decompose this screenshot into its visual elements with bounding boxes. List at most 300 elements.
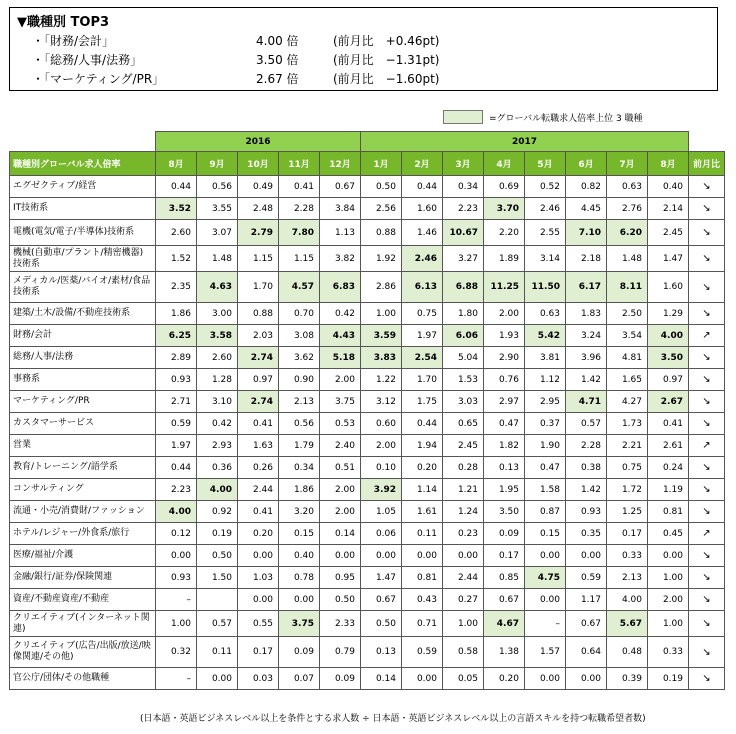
year-2016: 2016: [156, 132, 361, 152]
month-header: 6月: [566, 152, 607, 176]
value-cell: 1.70: [402, 369, 443, 391]
value-cell: 0.40: [648, 176, 689, 198]
value-cell: 0.50: [361, 611, 402, 637]
top3-item-value: 4.00 倍: [256, 34, 299, 48]
category-cell: IT技術系: [10, 198, 156, 220]
value-cell: 2.28: [279, 198, 320, 220]
value-cell: 2.71: [156, 391, 197, 413]
category-cell: コンサルティング: [10, 479, 156, 501]
table-row: [10, 567, 725, 589]
category-cell: 電機(電気/電子/半導体)技術系: [10, 220, 156, 246]
value-cell: 2.74: [238, 391, 279, 413]
value-cell: 0.13: [484, 457, 525, 479]
category-cell: 総務/人事/法務: [10, 347, 156, 369]
value-cell: 1.75: [402, 391, 443, 413]
value-cell: 0.00: [525, 545, 566, 567]
value-cell: 0.17: [484, 545, 525, 567]
value-cell: 0.00: [566, 545, 607, 567]
value-cell: 1.72: [607, 479, 648, 501]
trend-arrow-icon: ↘: [689, 457, 725, 479]
value-cell: 3.07: [197, 220, 238, 246]
value-cell: 2.50: [607, 303, 648, 325]
value-cell: 2.00: [320, 479, 361, 501]
value-cell: 1.89: [484, 246, 525, 272]
value-cell: 0.44: [156, 176, 197, 198]
value-cell: 0.87: [525, 501, 566, 523]
value-cell: 0.00: [648, 545, 689, 567]
value-cell: 0.33: [607, 545, 648, 567]
value-cell: 0.09: [320, 668, 361, 690]
value-cell: 1.58: [525, 479, 566, 501]
value-cell: 0.59: [156, 413, 197, 435]
value-cell: 1.17: [566, 589, 607, 611]
category-cell: クリエイティブ(広告/出版/放送/映像関連/その他): [10, 637, 156, 668]
value-cell: 3.54: [607, 325, 648, 347]
value-cell: 2.00: [320, 369, 361, 391]
value-cell: 4.00: [197, 479, 238, 501]
value-cell: 3.58: [197, 325, 238, 347]
value-cell: 0.97: [648, 369, 689, 391]
value-cell: 0.36: [197, 457, 238, 479]
top3-item: [32, 51, 712, 69]
table-row: [10, 413, 725, 435]
value-cell: 0.34: [443, 176, 484, 198]
value-cell: 0.47: [525, 457, 566, 479]
value-cell: 2.86: [361, 272, 402, 303]
value-cell: 0.00: [197, 668, 238, 690]
value-cell: 1.94: [402, 435, 443, 457]
table-row: [10, 176, 725, 198]
value-cell: 0.70: [279, 303, 320, 325]
year-2017: 2017: [361, 132, 689, 152]
value-cell: 1.52: [156, 246, 197, 272]
value-cell: 0.50: [320, 589, 361, 611]
table-row: [10, 325, 725, 347]
value-cell: 2.61: [648, 435, 689, 457]
value-cell: 1.97: [156, 435, 197, 457]
value-cell: 0.97: [238, 369, 279, 391]
value-cell: 0.85: [484, 567, 525, 589]
trend-arrow-icon: ↘: [689, 589, 725, 611]
value-cell: 0.15: [525, 523, 566, 545]
category-cell: エグゼクティブ/経営: [10, 176, 156, 198]
category-cell: 資産/不動産資産/不動産: [10, 589, 156, 611]
value-cell: 0.44: [402, 413, 443, 435]
value-cell: 0.00: [566, 668, 607, 690]
value-cell: –: [156, 668, 197, 690]
value-cell: 1.48: [197, 246, 238, 272]
value-cell: 3.10: [197, 391, 238, 413]
category-cell: 官公庁/団体/その他職種: [10, 668, 156, 690]
month-header: 8月: [156, 152, 197, 176]
value-cell: 6.25: [156, 325, 197, 347]
value-cell: 3.82: [320, 246, 361, 272]
value-cell: 2.13: [607, 567, 648, 589]
category-cell: 営業: [10, 435, 156, 457]
legend-text: =グローバル転職求人倍率上位 3 職種: [489, 114, 643, 124]
value-cell: 1.05: [361, 501, 402, 523]
value-cell: 6.13: [402, 272, 443, 303]
trend-arrow-icon: ↗: [689, 325, 725, 347]
table-row: [10, 435, 725, 457]
value-cell: 1.38: [484, 637, 525, 668]
value-cell: 1.13: [320, 220, 361, 246]
value-cell: 4.67: [484, 611, 525, 637]
value-cell: 2.18: [566, 246, 607, 272]
trend-arrow-icon: ↘: [689, 637, 725, 668]
value-cell: 0.11: [402, 523, 443, 545]
month-header: 4月: [484, 152, 525, 176]
value-cell: 1.00: [648, 567, 689, 589]
value-cell: 3.08: [279, 325, 320, 347]
value-cell: 1.97: [402, 325, 443, 347]
value-cell: 4.45: [566, 198, 607, 220]
table-row: [10, 391, 725, 413]
value-cell: –: [156, 589, 197, 611]
year-header-row: [10, 132, 725, 152]
value-cell: 2.03: [238, 325, 279, 347]
trend-arrow-icon: ↘: [689, 501, 725, 523]
value-cell: 2.46: [525, 198, 566, 220]
value-cell: 1.86: [279, 479, 320, 501]
value-cell: 0.88: [361, 220, 402, 246]
value-cell: 1.53: [443, 369, 484, 391]
value-cell: 1.28: [197, 369, 238, 391]
value-cell: 0.00: [156, 545, 197, 567]
top3-item: [32, 70, 712, 88]
top3-item-label: ・「総務/人事/法務」: [32, 53, 143, 67]
value-cell: 4.27: [607, 391, 648, 413]
value-cell: 0.06: [361, 523, 402, 545]
value-cell: 0.11: [197, 637, 238, 668]
value-cell: 0.09: [279, 637, 320, 668]
value-cell: 0.88: [238, 303, 279, 325]
table-row: [10, 637, 725, 668]
value-cell: 1.63: [238, 435, 279, 457]
value-cell: 1.60: [402, 198, 443, 220]
value-cell: 0.69: [484, 176, 525, 198]
value-cell: 2.54: [402, 347, 443, 369]
value-cell: 1.46: [402, 220, 443, 246]
value-cell: 1.03: [238, 567, 279, 589]
month-header: 7月: [607, 152, 648, 176]
value-cell: 0.00: [238, 545, 279, 567]
value-cell: 2.55: [525, 220, 566, 246]
value-cell: 0.44: [156, 457, 197, 479]
value-cell: 0.93: [156, 567, 197, 589]
value-cell: 7.10: [566, 220, 607, 246]
trend-arrow-icon: ↘: [689, 272, 725, 303]
value-cell: 0.44: [402, 176, 443, 198]
value-cell: 0.14: [320, 523, 361, 545]
value-cell: 0.00: [361, 545, 402, 567]
month-header: 8月: [648, 152, 689, 176]
value-cell: 6.88: [443, 272, 484, 303]
value-cell: 4.63: [197, 272, 238, 303]
value-cell: 0.32: [156, 637, 197, 668]
footnote: (日本語・英語ビジネスレベル以上を条件とする求人数 ÷ 日本語・英語ビジネスレベル以上の言語スキルを持つ転職希望者数): [140, 714, 646, 724]
value-cell: 11.25: [484, 272, 525, 303]
value-cell: 2.00: [361, 435, 402, 457]
value-cell: 1.19: [648, 479, 689, 501]
value-cell: 0.19: [197, 523, 238, 545]
category-cell: ホテル/レジャー/外食系/旅行: [10, 523, 156, 545]
value-cell: 3.96: [566, 347, 607, 369]
value-cell: 1.92: [361, 246, 402, 272]
category-cell: メディカル/医薬/バイオ/素材/食品技術系: [10, 272, 156, 303]
value-cell: 4.75: [525, 567, 566, 589]
value-cell: 4.00: [648, 325, 689, 347]
value-cell: 2.48: [238, 198, 279, 220]
value-cell: 0.00: [320, 545, 361, 567]
category-cell: 金融/銀行/証券/保険関連: [10, 567, 156, 589]
value-cell: 2.13: [279, 391, 320, 413]
value-cell: 2.23: [156, 479, 197, 501]
top3-item-value: 2.67 倍: [256, 72, 299, 86]
value-cell: 3.20: [279, 501, 320, 523]
value-cell: 2.93: [197, 435, 238, 457]
value-cell: 3.83: [361, 347, 402, 369]
value-cell: 1.14: [402, 479, 443, 501]
top3-item-compare: (前月比 +0.46pt): [333, 34, 440, 48]
value-cell: 0.81: [648, 501, 689, 523]
value-cell: 0.34: [279, 457, 320, 479]
value-cell: 2.97: [484, 391, 525, 413]
value-cell: 0.63: [607, 176, 648, 198]
value-cell: 0.52: [525, 176, 566, 198]
value-cell: 0.93: [566, 501, 607, 523]
trend-arrow-icon: ↗: [689, 435, 725, 457]
value-cell: 2.67: [648, 391, 689, 413]
value-cell: 0.75: [402, 303, 443, 325]
value-cell: 3.84: [320, 198, 361, 220]
value-cell: 0.39: [607, 668, 648, 690]
month-header-row: [10, 152, 725, 176]
value-cell: 3.12: [361, 391, 402, 413]
value-cell: 1.15: [238, 246, 279, 272]
value-cell: 0.00: [525, 668, 566, 690]
value-cell: 0.00: [525, 589, 566, 611]
value-cell: 3.50: [484, 501, 525, 523]
value-cell: 4.81: [607, 347, 648, 369]
value-cell: 2.33: [320, 611, 361, 637]
value-cell: 3.81: [525, 347, 566, 369]
value-cell: 0.10: [361, 457, 402, 479]
value-cell: 2.20: [484, 220, 525, 246]
top3-item-value: 3.50 倍: [256, 53, 299, 67]
value-cell: 1.00: [648, 611, 689, 637]
value-cell: 0.15: [279, 523, 320, 545]
value-cell: 2.23: [443, 198, 484, 220]
value-cell: 1.29: [648, 303, 689, 325]
category-header: 職種別グローバル求人倍率: [10, 152, 156, 176]
ratio-table: [9, 131, 725, 690]
value-cell: 0.17: [238, 637, 279, 668]
table-row: [10, 611, 725, 637]
value-cell: 7.80: [279, 220, 320, 246]
category-cell: 医療/福祉/介護: [10, 545, 156, 567]
value-cell: 0.51: [320, 457, 361, 479]
table-row: [10, 545, 725, 567]
value-cell: 1.60: [648, 272, 689, 303]
table-row: [10, 457, 725, 479]
value-cell: 0.00: [402, 668, 443, 690]
value-cell: 2.74: [238, 347, 279, 369]
value-cell: 2.45: [443, 435, 484, 457]
value-cell: 0.41: [238, 413, 279, 435]
value-cell: 0.00: [443, 545, 484, 567]
category-cell: 教育/トレーニング/語学系: [10, 457, 156, 479]
value-cell: 0.07: [279, 668, 320, 690]
top3-item: [32, 32, 712, 50]
value-cell: 0.42: [197, 413, 238, 435]
trend-arrow-icon: ↗: [689, 523, 725, 545]
value-cell: 0.41: [279, 176, 320, 198]
value-cell: 0.53: [320, 413, 361, 435]
value-cell: 0.38: [566, 457, 607, 479]
value-cell: 0.13: [361, 637, 402, 668]
value-cell: 3.27: [443, 246, 484, 272]
value-cell: 0.09: [484, 523, 525, 545]
value-cell: 8.11: [607, 272, 648, 303]
change-header: 前月比: [689, 152, 725, 176]
value-cell: 0.50: [197, 545, 238, 567]
value-cell: 4.00: [156, 501, 197, 523]
value-cell: 0.56: [197, 176, 238, 198]
value-cell: 2.00: [484, 303, 525, 325]
value-cell: 4.43: [320, 325, 361, 347]
value-cell: 2.89: [156, 347, 197, 369]
value-cell: 2.28: [566, 435, 607, 457]
value-cell: 0.33: [648, 637, 689, 668]
table-row: [10, 501, 725, 523]
value-cell: 0.26: [238, 457, 279, 479]
value-cell: 2.21: [607, 435, 648, 457]
value-cell: 1.00: [361, 303, 402, 325]
value-cell: 2.44: [238, 479, 279, 501]
top3-box: [9, 7, 718, 91]
value-cell: 2.95: [525, 391, 566, 413]
blank-cell: [10, 132, 156, 152]
value-cell: 1.93: [484, 325, 525, 347]
value-cell: 1.86: [156, 303, 197, 325]
value-cell: 3.50: [648, 347, 689, 369]
top3-item-compare: (前月比 −1.60pt): [333, 72, 440, 86]
value-cell: 0.57: [566, 413, 607, 435]
value-cell: 0.00: [279, 589, 320, 611]
value-cell: 0.81: [402, 567, 443, 589]
table-row: [10, 272, 725, 303]
value-cell: 3.59: [361, 325, 402, 347]
trend-arrow-icon: ↘: [689, 391, 725, 413]
value-cell: 0.43: [402, 589, 443, 611]
value-cell: 4.57: [279, 272, 320, 303]
category-cell: 事務系: [10, 369, 156, 391]
value-cell: 0.57: [197, 611, 238, 637]
trend-arrow-icon: ↘: [689, 246, 725, 272]
value-cell: 0.12: [156, 523, 197, 545]
top3-title: ▼職種別 TOP3: [17, 15, 110, 30]
value-cell: 6.06: [443, 325, 484, 347]
trend-arrow-icon: ↘: [689, 479, 725, 501]
value-cell: 0.47: [484, 413, 525, 435]
value-cell: 0.20: [484, 668, 525, 690]
value-cell: 1.21: [443, 479, 484, 501]
value-cell: 0.75: [607, 457, 648, 479]
value-cell: 1.95: [484, 479, 525, 501]
value-cell: 0.48: [607, 637, 648, 668]
trend-arrow-icon: ↘: [689, 303, 725, 325]
month-header: 9月: [197, 152, 238, 176]
blank-cell: [689, 132, 725, 152]
trend-arrow-icon: ↘: [689, 220, 725, 246]
value-cell: 0.50: [361, 176, 402, 198]
trend-arrow-icon: ↘: [689, 611, 725, 637]
table-row: [10, 303, 725, 325]
value-cell: 1.42: [566, 479, 607, 501]
value-cell: 0.90: [279, 369, 320, 391]
value-cell: 3.24: [566, 325, 607, 347]
table-row: [10, 246, 725, 272]
value-cell: 1.00: [443, 611, 484, 637]
value-cell: 3.70: [484, 198, 525, 220]
value-cell: [197, 589, 238, 611]
value-cell: 0.55: [238, 611, 279, 637]
value-cell: 11.50: [525, 272, 566, 303]
value-cell: 2.00: [320, 501, 361, 523]
category-cell: クリエイティブ(インターネット関連): [10, 611, 156, 637]
legend-swatch: [443, 110, 483, 124]
value-cell: 3.03: [443, 391, 484, 413]
value-cell: 0.95: [320, 567, 361, 589]
value-cell: 2.40: [320, 435, 361, 457]
value-cell: 2.14: [648, 198, 689, 220]
month-header: 2月: [402, 152, 443, 176]
month-header: 1月: [361, 152, 402, 176]
value-cell: 0.03: [238, 668, 279, 690]
value-cell: 0.67: [320, 176, 361, 198]
value-cell: 1.00: [156, 611, 197, 637]
value-cell: 0.20: [402, 457, 443, 479]
value-cell: 0.00: [238, 589, 279, 611]
category-cell: カスタマーサービス: [10, 413, 156, 435]
value-cell: 1.15: [279, 246, 320, 272]
value-cell: 1.80: [443, 303, 484, 325]
value-cell: 2.60: [197, 347, 238, 369]
trend-arrow-icon: ↘: [689, 668, 725, 690]
trend-arrow-icon: ↘: [689, 176, 725, 198]
value-cell: 6.17: [566, 272, 607, 303]
value-cell: 1.82: [484, 435, 525, 457]
value-cell: 3.75: [320, 391, 361, 413]
value-cell: 0.20: [238, 523, 279, 545]
table-row: [10, 668, 725, 690]
value-cell: 0.14: [361, 668, 402, 690]
value-cell: 0.42: [320, 303, 361, 325]
value-cell: 0.64: [566, 637, 607, 668]
category-cell: 財務/会計: [10, 325, 156, 347]
value-cell: 2.56: [361, 198, 402, 220]
category-cell: 機械(自動車/プラント/精密機器)技術系: [10, 246, 156, 272]
value-cell: 1.90: [525, 435, 566, 457]
value-cell: 0.41: [238, 501, 279, 523]
value-cell: 1.25: [607, 501, 648, 523]
value-cell: 2.90: [484, 347, 525, 369]
value-cell: 0.63: [525, 303, 566, 325]
value-cell: 2.79: [238, 220, 279, 246]
value-cell: 0.93: [156, 369, 197, 391]
value-cell: 1.42: [566, 369, 607, 391]
